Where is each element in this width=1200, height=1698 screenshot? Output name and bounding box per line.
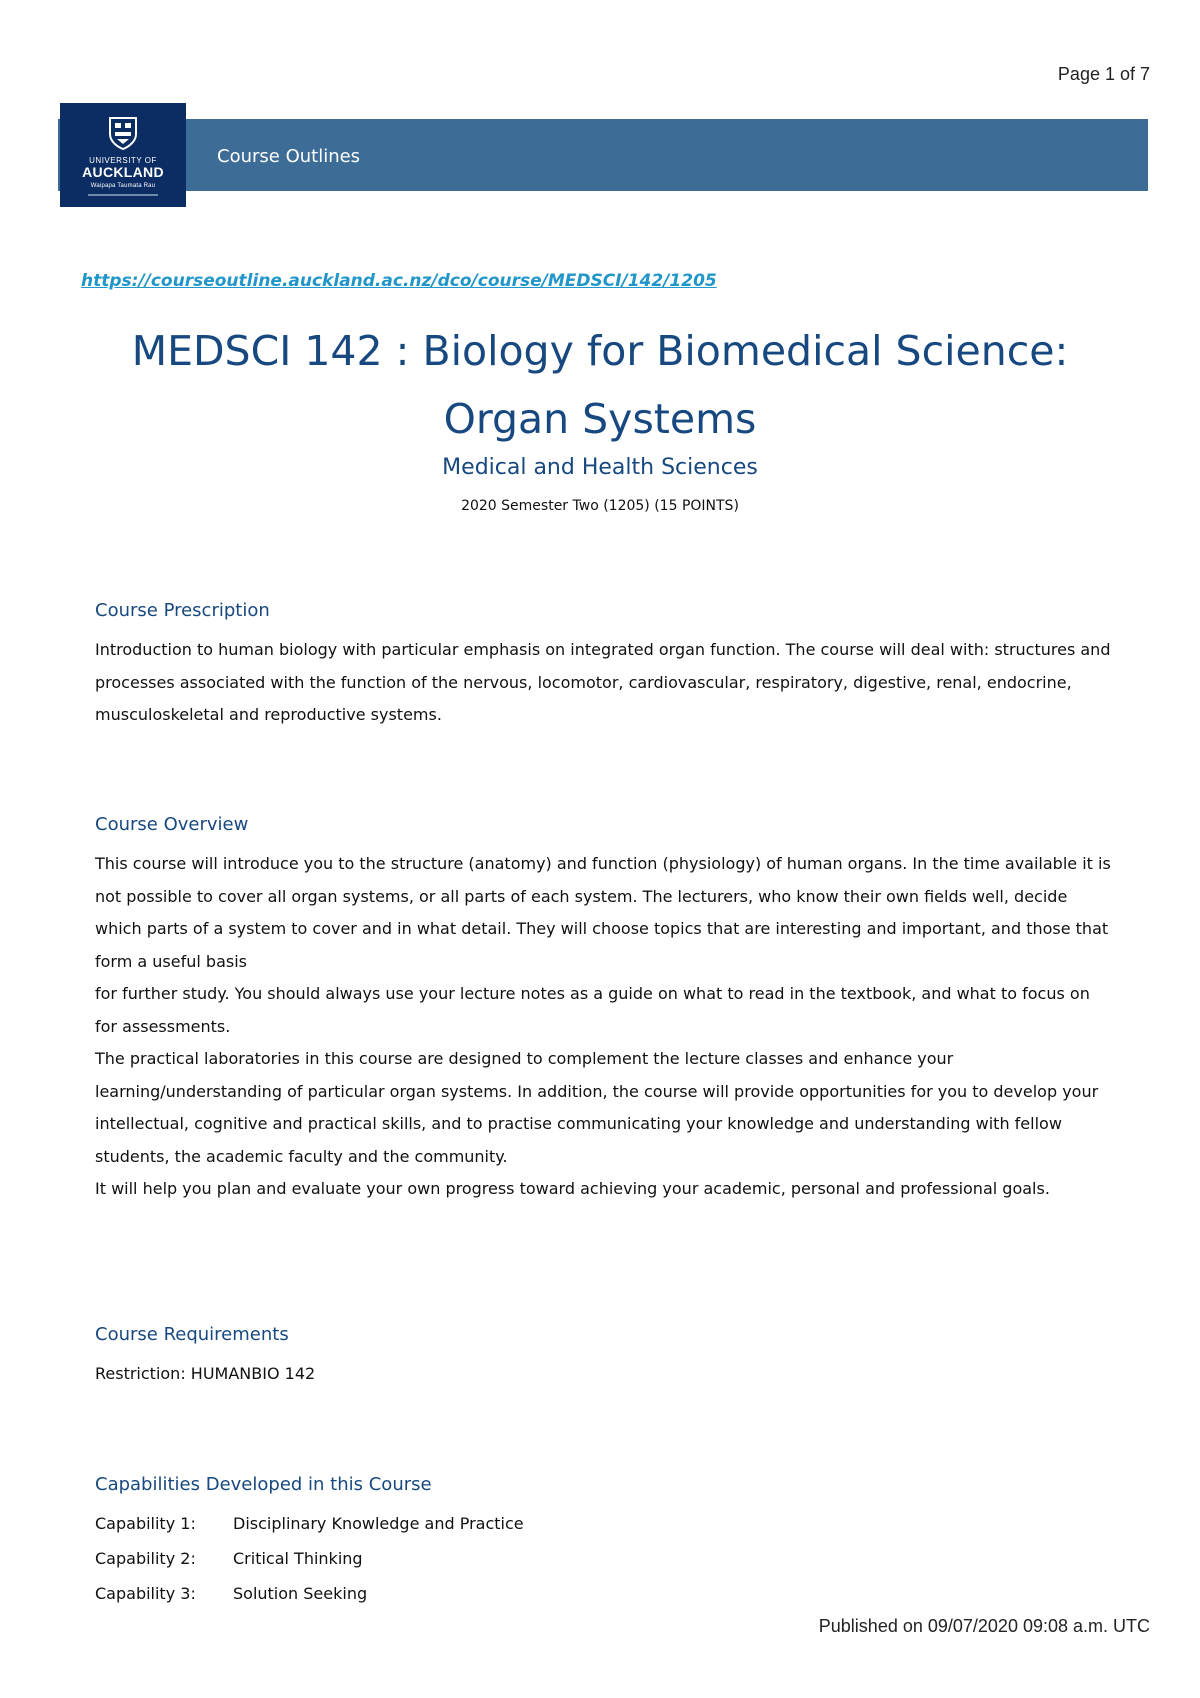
logo-text-maori-name: Waipapa Taumata Rau <box>90 183 156 189</box>
capability-value: Disciplinary Knowledge and Practice <box>233 1514 524 1533</box>
course-outline-link[interactable]: https://courseoutline.auckland.ac.nz/dco/course/MEDSCI/142/1205 <box>81 271 717 291</box>
banner-title[interactable]: Course Outlines <box>217 146 361 167</box>
overview-paragraph-1: This course will introduce you to the structure (anatomy) and function (physiology) of human organs. In the time available it is not possible to cover all organ systems, or all parts of each system. The lecturers, who know their own fields well, decide which parts of a system to cover and in what detail. They will choose topics that are interesting and important, and those that form a useful basis <box>95 854 1111 971</box>
capability-value: Solution Seeking <box>233 1584 368 1603</box>
overview-paragraph-4: It will help you plan and evaluate your own progress toward achieving your academic, personal and professional goals. <box>95 1179 1050 1198</box>
overview-text <box>95 848 1115 1206</box>
university-logo[interactable] <box>60 103 186 207</box>
requirements-text: Restriction: HUMANBIO 142 <box>95 1364 316 1383</box>
published-timestamp: Published on 09/07/2020 09:08 a.m. UTC <box>818 1616 1150 1636</box>
capability-label: Capability 1: <box>95 1514 196 1533</box>
overview-paragraph-2: for further study. You should always use your lecture notes as a guide on what to read in the textbook, and what to focus on for assessments. <box>95 984 1090 1036</box>
capabilities-heading: Capabilities Developed in this Course <box>95 1474 432 1495</box>
faculty-name: Medical and Health Sciences <box>442 455 758 480</box>
capability-value: Critical Thinking <box>233 1549 363 1568</box>
logo-divider <box>88 194 158 196</box>
logo-text-auckland: AUCKLAND <box>82 164 164 180</box>
overview-paragraph-3: The practical laboratories in this course are designed to complement the lecture classes and enhance your learning/understanding of particular organ systems. In addition, the course will provide opportunities for you to develop your intellectual, cognitive and practical skills, and to practise communicating your knowledge and understanding with fellow students, the academic faculty and the community. <box>95 1049 1099 1166</box>
course-title <box>70 317 1130 453</box>
capability-label: Capability 3: <box>95 1584 196 1603</box>
semester-info: 2020 Semester Two (1205) (15 POINTS) <box>461 498 739 514</box>
page-number: Page 1 of 7 <box>1057 64 1150 84</box>
prescription-text: Introduction to human biology with particular emphasis on integrated organ function. The course will deal with: structures and processes associated with the function of the nervous, locomotor, cardiovascular, respiratory, digestive, renal, endocrine, musculoskeletal and reproductive systems. <box>95 640 1111 724</box>
crest-icon <box>108 116 138 150</box>
overview-heading: Course Overview <box>95 814 249 835</box>
requirements-heading: Course Requirements <box>95 1324 289 1345</box>
capability-label: Capability 2: <box>95 1549 196 1568</box>
prescription-heading: Course Prescription <box>95 600 270 621</box>
logo-text-university-of: UNIVERSITY OF <box>89 156 157 165</box>
course-title-line2: Organ Systems <box>443 395 757 443</box>
course-title-line1: MEDSCI 142 : Biology for Biomedical Science: <box>131 327 1069 375</box>
